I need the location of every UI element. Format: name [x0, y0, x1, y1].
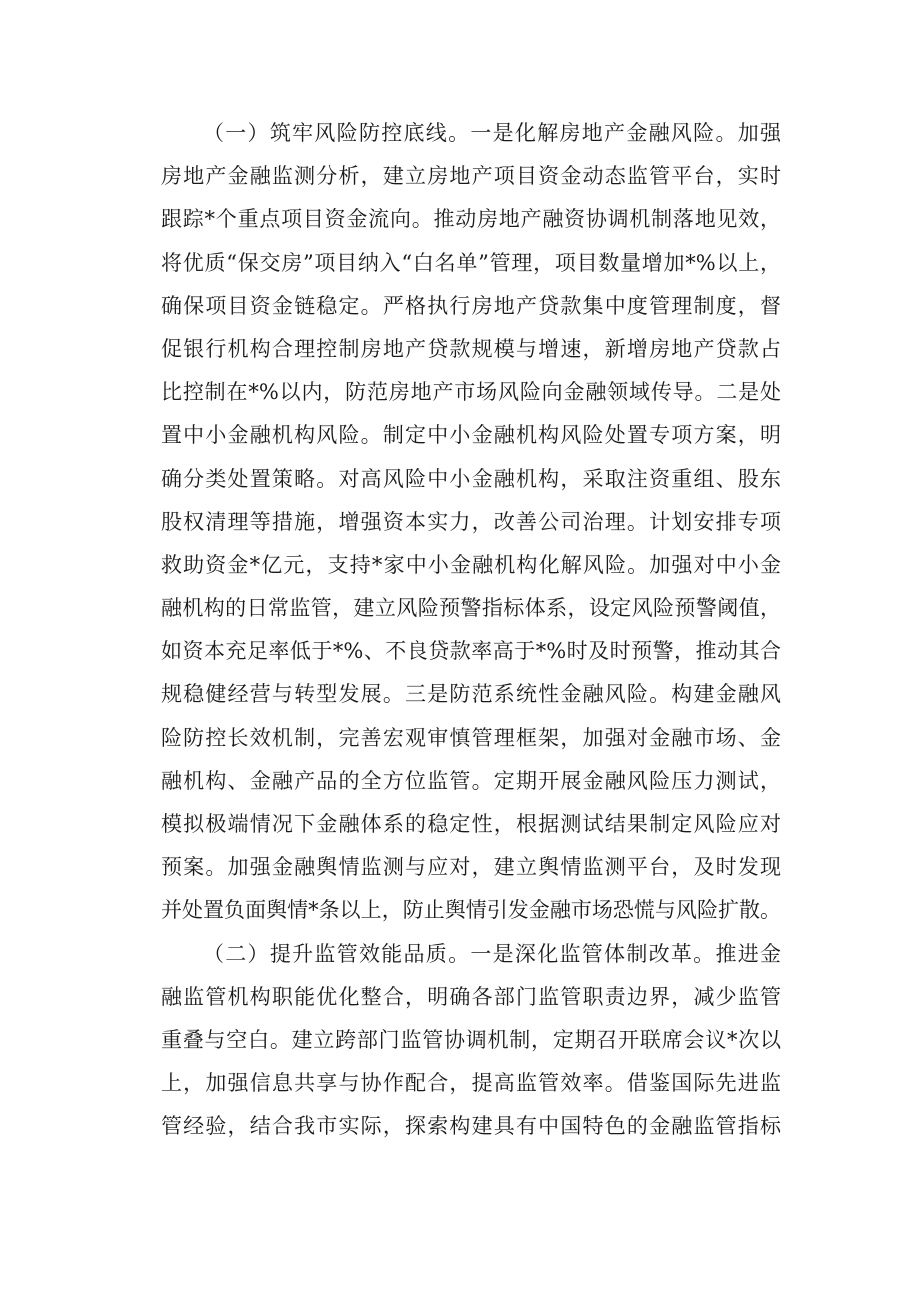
- text-line: 比控制在*%以内，防范房地产市场风险向金融领域传导。二是处: [161, 380, 781, 405]
- text-line: 股权清理等措施，增强资本实力，改善公司治理。计划安排专项: [161, 509, 781, 534]
- text-line: 跟踪*个重点项目资金流向。推动房地产融资协调机制落地见效，: [161, 207, 781, 232]
- paragraph-1: [161, 112, 781, 933]
- text-line: 上，加强信息共享与协作配合，提高监管效率。借鉴国际先进监: [161, 1071, 781, 1096]
- text-line: 并处置负面舆情*条以上，防止舆情引发金融市场恐慌与风险扩散。: [161, 898, 781, 923]
- text-line: 确保项目资金链稳定。严格执行房地产贷款集中度管理制度，督: [161, 293, 781, 318]
- text-line: 融机构、金融产品的全方位监管。定期开展金融风险压力测试，: [161, 768, 781, 793]
- text-line: （二）提升监管效能品质。一是深化监管体制改革。推进金: [203, 941, 781, 966]
- text-line: 将优质“保交房”项目纳入“白名单”管理，项目数量增加*%以上，: [161, 250, 781, 275]
- text-line: 管经验，结合我市实际，探索构建具有中国特色的金融监管指标: [161, 1114, 781, 1139]
- text-line: 融机构的日常监管，建立风险预警指标体系，设定风险预警阈值，: [161, 596, 781, 621]
- text-line: 救助资金*亿元，支持*家中小金融机构化解风险。加强对中小金: [161, 552, 781, 577]
- text-line: 融监管机构职能优化整合，明确各部门监管职责边界，减少监管: [161, 984, 781, 1009]
- text-line: 预案。加强金融舆情监测与应对，建立舆情监测平台，及时发现: [161, 855, 781, 880]
- text-line: 确分类处置策略。对高风险中小金融机构，采取注资重组、股东: [161, 466, 781, 491]
- text-line: （一）筑牢风险防控底线。一是化解房地产金融风险。加强: [203, 121, 781, 145]
- text-line: 险防控长效机制，完善宏观审慎管理框架，加强对金融市场、金: [161, 725, 781, 750]
- document-body: [161, 112, 781, 1149]
- text-line: 模拟极端情况下金融体系的稳定性，根据测试结果制定风险应对: [161, 812, 781, 836]
- text-line: 置中小金融机构风险。制定中小金融机构风险处置专项方案，明: [161, 423, 781, 448]
- text-line: 规稳健经营与转型发展。三是防范系统性金融风险。构建金融风: [161, 682, 781, 707]
- text-line: 重叠与空白。建立跨部门监管协调机制，定期召开联席会议*次以: [161, 1027, 781, 1052]
- text-line: 如资本充足率低于*%、不良贷款率高于*%时及时预警，推动其合: [161, 639, 781, 664]
- text-line: 房地产金融监测分析，建立房地产项目资金动态监管平台，实时: [161, 164, 781, 189]
- paragraph-2: [161, 933, 781, 1149]
- text-line: 促银行机构合理控制房地产贷款规模与增速，新增房地产贷款占: [161, 336, 781, 361]
